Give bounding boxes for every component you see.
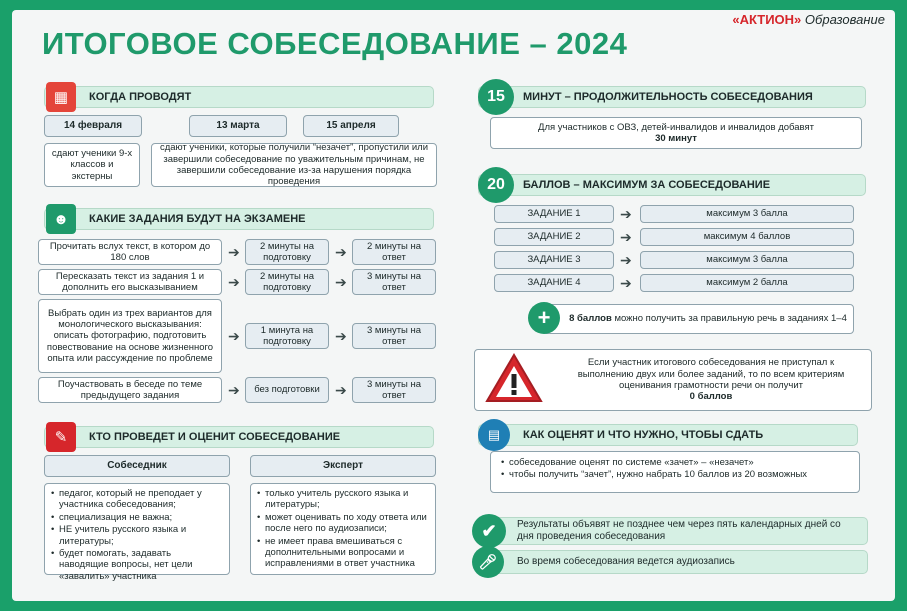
warning-icon [484,352,544,404]
section-header-grading: КАК ОЦЕНЯТ И ЧТО НУЖНО, ЧТОБЫ СДАТЬ [478,424,858,446]
score-max-1: максимум 3 балла [640,205,854,223]
date-apr: 15 апреля [303,115,399,137]
who-main-text: сдают ученики 9-х классов и экстерны [44,143,140,187]
arrow-icon: ➔ [228,382,240,398]
who-retake-text: сдают ученики, которые получили “незачет”, пропустили или завершили собеседование по уважительным причинам, не завершили собеседование из-за нарушения порядка проведения [151,143,437,187]
duration-number: 15 [478,79,514,115]
list-item: • собеседование оценят по системе «зачет» – «незачет» [501,457,807,468]
list-item: • чтобы получить “зачет”, нужно набрать 10 баллов из 20 возможных [501,469,807,480]
scores-number: 20 [478,167,514,203]
task-2-answer: 3 минуты на ответ [352,269,436,295]
date-feb: 14 февраля [44,115,142,137]
task-1-text: Прочитать вслух текст, в котором до 180 слов [38,239,222,265]
list-item: • НЕ учитель русского языка и литературы; [51,524,223,547]
list-item: • будет помогать, задавать наводящие вопросы, нет цели «завалить» участника [51,548,223,582]
plus-icon: + [528,302,560,334]
arrow-icon: ➔ [620,206,632,222]
score-max-3: максимум 3 балла [640,251,854,269]
bonus-note: 8 баллов можно получить за правильную речь в заданиях 1–4 [542,304,854,334]
calendar-icon: ▦ [46,82,76,112]
expert-title: Эксперт [250,455,436,477]
score-task-1: ЗАДАНИЕ 1 [494,205,614,223]
list-item: • может оценивать по ходу ответа или после него по аудиозаписи; [257,512,429,535]
date-mar: 13 марта [189,115,287,137]
duration-note: Для участников с ОВЗ, детей-инвалидов и инвалидов добавят 30 минут [490,117,862,149]
score-task-3: ЗАДАНИЕ 3 [494,251,614,269]
arrow-icon: ➔ [228,244,240,260]
section-header-duration: МИНУТ – ПРОДОЛЖИТЕЛЬНОСТЬ СОБЕСЕДОВАНИЯ [478,86,866,108]
arrow-icon: ➔ [335,274,347,290]
page-title: ИТОГОВОЕ СОБЕСЕДОВАНИЕ – 2024 [42,26,628,61]
expert-list [250,483,436,575]
section-header-when: КОГДА ПРОВОДЯТ [44,86,434,108]
student-icon: ☻ [46,204,76,234]
results-note: Результаты объявят не позднее чем через пять календарных дней со дня проведения собеседования [478,517,868,545]
grading-list [490,451,860,493]
brand-logo: «АКТИОН» Образование [732,12,885,27]
interviewer-title: Собеседник [44,455,230,477]
arrow-icon: ➔ [228,274,240,290]
audio-note: Во время собеседования ведется аудиозапись [478,550,868,574]
score-max-4: максимум 2 балла [640,274,854,292]
task-3-prep: 1 минута на подготовку [245,323,329,349]
score-task-4: ЗАДАНИЕ 4 [494,274,614,292]
task-4-text: Поучаствовать в беседе по теме предыдущего задания [38,377,222,403]
arrow-icon: ➔ [620,252,632,268]
task-3-answer: 3 минуты на ответ [352,323,436,349]
task-2-prep: 2 минуты на подготовку [245,269,329,295]
interviewer-list [44,483,230,582]
list-item: • педагог, который не преподает у участника собеседования; [51,488,223,511]
arrow-icon: ➔ [335,244,347,260]
task-4-prep: без подготовки [245,377,329,403]
section-header-scores: БАЛЛОВ – МАКСИМУМ ЗА СОБЕСЕДОВАНИЕ [478,174,866,196]
arrow-icon: ➔ [335,382,347,398]
task-1-prep: 2 минуты на подготовку [245,239,329,265]
arrow-icon: ➔ [335,328,347,344]
score-max-2: максимум 4 баллов [640,228,854,246]
arrow-icon: ➔ [620,275,632,291]
task-1-answer: 2 минуты на ответ [352,239,436,265]
list-item: • специализация не важна; [51,512,223,523]
arrow-icon: ➔ [620,229,632,245]
warning-note: Если участник итогового собеседования не приступал к выполнению двух или более заданий, то по всем критериям оценивания грамотности речи он получит 0 баллов [474,349,872,411]
checkmark-icon: ✔ [472,514,506,548]
section-header-who: КТО ПРОВЕДЕТ И ОЦЕНИТ СОБЕСЕДОВАНИЕ [44,426,434,448]
section-header-tasks: КАКИЕ ЗАДАНИЯ БУДУТ НА ЭКЗАМЕНЕ [44,208,434,230]
microphone-icon: 🎤︎ [472,546,504,578]
list-item: • не имеет права вмешиваться с дополнительными вопросами и исправлениями в ответ участника [257,536,429,570]
list-item: • только учитель русского языка и литературы; [257,488,429,511]
pencil-icon: ✎ [46,422,76,452]
score-task-2: ЗАДАНИЕ 2 [494,228,614,246]
document-icon: ▤ [478,419,510,451]
arrow-icon: ➔ [228,328,240,344]
task-4-answer: 3 минуты на ответ [352,377,436,403]
task-3-text: Выбрать один из трех вариантов для монологического высказывания: описать фотографию, подготовить повествование на основе жизненного опыта или рассуждение по проблеме [38,299,222,373]
task-2-text: Пересказать текст из задания 1 и дополнить его высказыванием [38,269,222,295]
